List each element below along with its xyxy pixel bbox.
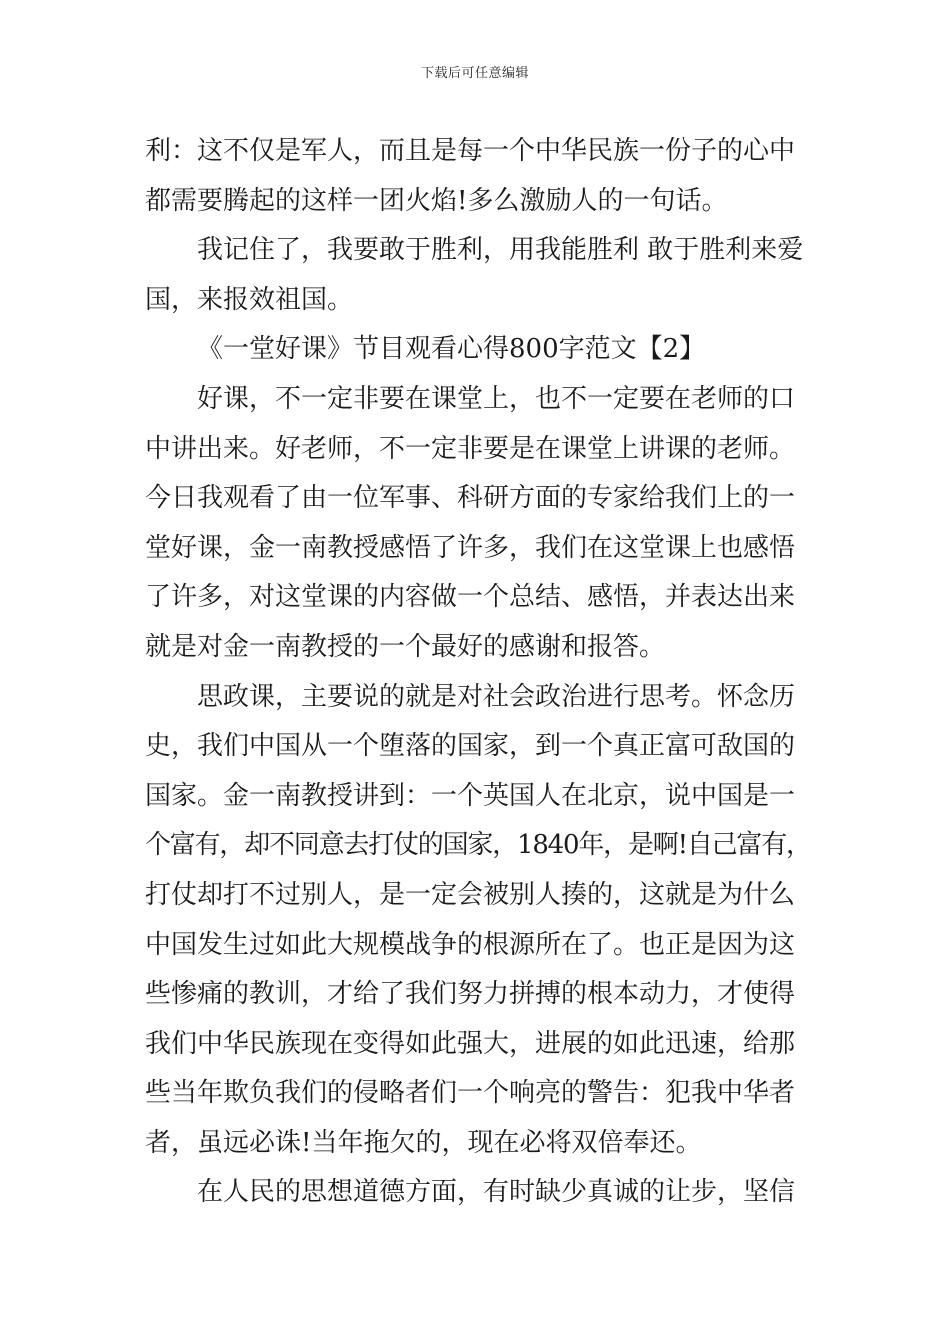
text-line: 史，我们中国从一个堕落的国家，到一个真正富可敌国的	[145, 731, 796, 762]
text-line: 中国发生过如此大规模战争的根源所在了。也正是因为这	[145, 929, 796, 960]
text-line: 国，来报效祖国。	[145, 284, 354, 315]
document-body	[145, 127, 817, 1218]
text-line: 打仗却打不过别人，是一定会被别人揍的，这就是为什么	[145, 879, 796, 910]
text-line: 些当年欺负我们的侵略者们一个响亮的警告：犯我中华者	[145, 1078, 796, 1109]
text-line: 个富有，却不同意去打仗的国家，1840年，是啊!自己富有，	[145, 830, 811, 861]
text-line: 了许多，对这堂课的内容做一个总结、感悟，并表达出来	[145, 582, 796, 613]
text-line: 中讲出来。好老师，不一定非要是在课堂上讲课的老师。	[145, 433, 796, 464]
text-line: 堂好课，金一南教授感悟了许多，我们在这堂课上也感悟	[145, 532, 796, 563]
page-header: 下载后可任意编辑	[420, 66, 529, 81]
text-line: 今日我观看了由一位军事、科研方面的专家给我们上的一	[145, 483, 796, 514]
text-line: 利：这不仅是军人，而且是每一个中华民族一份子的心中	[145, 136, 796, 166]
text-line: 者，虽远必诛!当年拖欠的，现在必将双倍奉还。	[145, 1127, 702, 1158]
section-heading: 《一堂好课》节目观看心得800字范文【2】	[197, 334, 706, 365]
text-line: 在人民的思想道德方面，有时缺少真诚的让步，坚信	[197, 1177, 796, 1208]
text-line: 好课，不一定非要在课堂上，也不一定要在老师的口	[197, 383, 796, 414]
text-line: 我们中华民族现在变得如此强大，进展的如此迅速，给那	[145, 1028, 796, 1059]
text-line: 国家。金一南教授讲到：一个英国人在北京，说中国是一	[145, 780, 796, 811]
text-line: 些惨痛的教训，才给了我们努力拼搏的根本动力，才使得	[145, 979, 796, 1010]
text-line: 都需要腾起的这样一团火焰!多么激励人的一句话。	[145, 185, 728, 216]
text-line: 我记住了，我要敢于胜利，用我能胜利 敢于胜利来爱	[197, 235, 804, 266]
text-line: 思政课，主要说的就是对社会政治进行思考。怀念历	[197, 681, 796, 712]
text-line: 就是对金一南教授的一个最好的感谢和报答。	[145, 631, 666, 662]
